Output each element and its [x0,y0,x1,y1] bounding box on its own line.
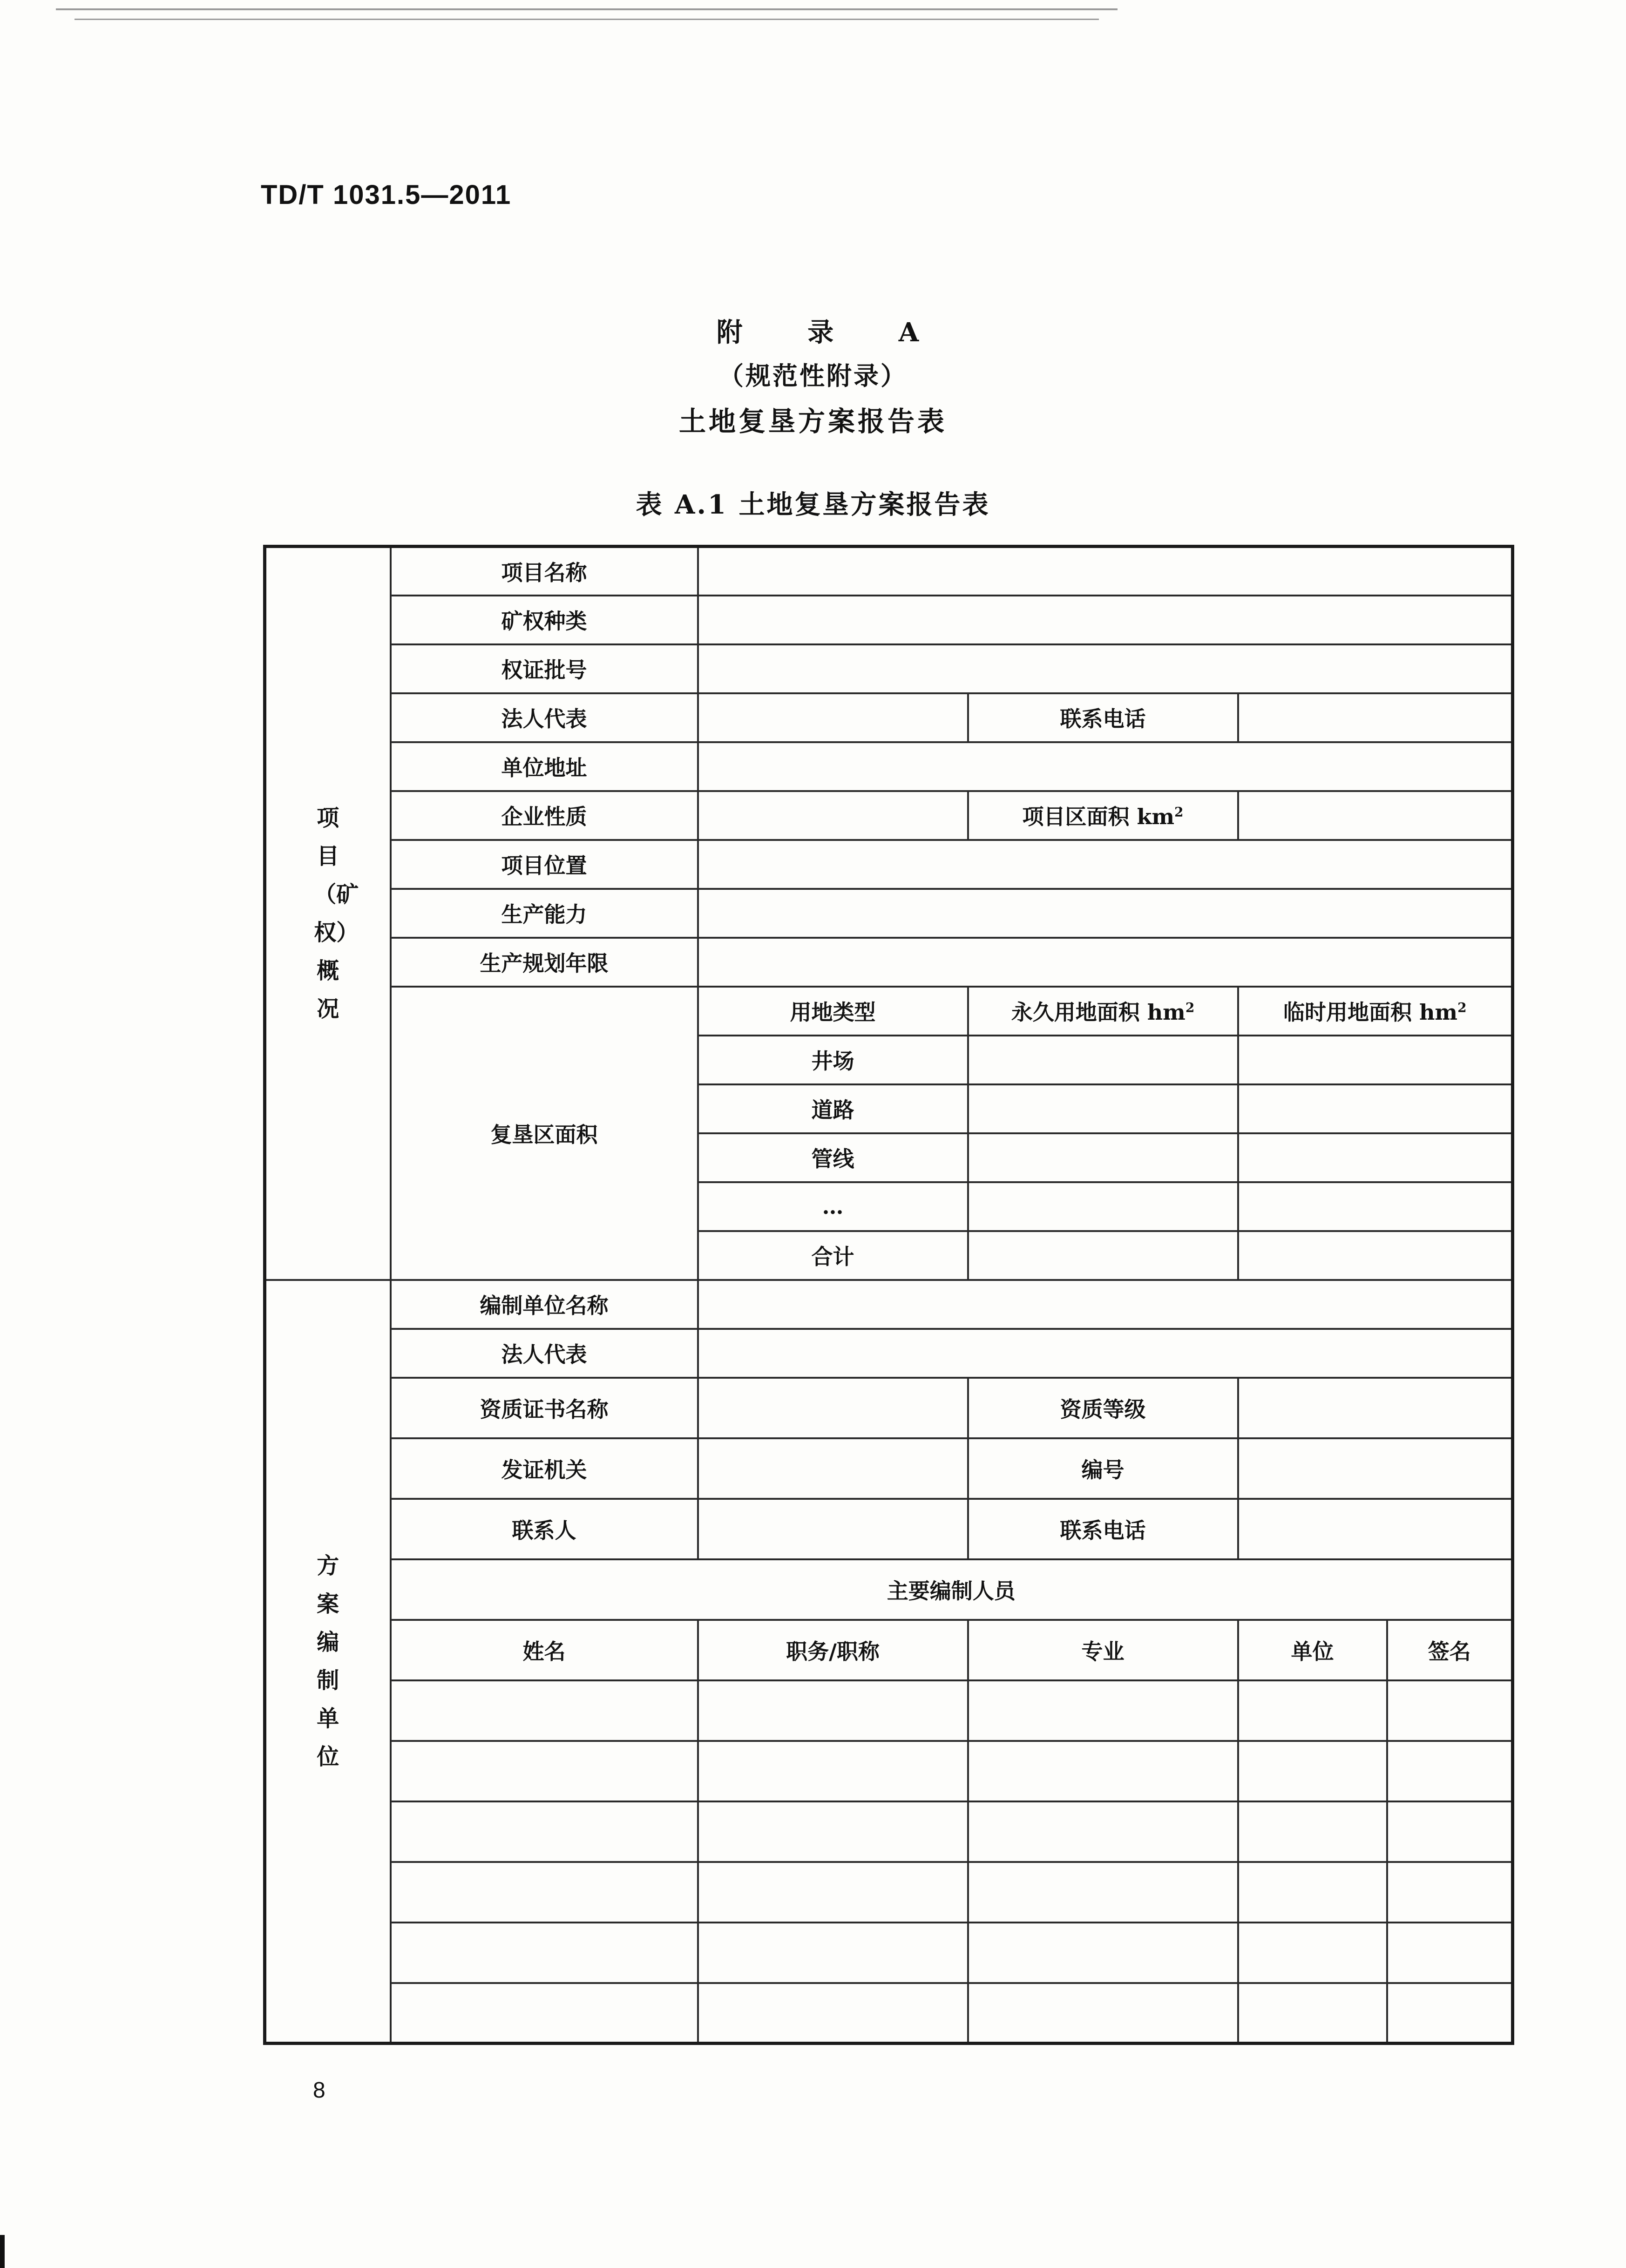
row-label: 企业性质 [391,791,698,840]
staff-name-field[interactable] [391,1801,698,1862]
table-row [265,840,1513,889]
table-row [265,1499,1513,1559]
row-label: 资质等级 [968,1378,1238,1438]
table-caption: 表 A.1 土地复垦方案报告表 [636,489,990,520]
staff-title-field[interactable] [698,1801,968,1862]
enterprise-nature-field[interactable] [698,791,968,840]
row-label: 联系电话 [968,693,1238,742]
staff-section-title: 主要编制人员 [391,1559,1513,1620]
land-type-label: 井场 [698,1036,968,1084]
section-label-text: 项目（矿权）概况 [314,805,359,1022]
issuer-field[interactable] [698,1438,968,1499]
document-code: TD/T 1031.5—2011 [261,180,512,210]
staff-unit-field[interactable] [1238,1862,1387,1923]
compiler-name-field[interactable] [698,1280,1513,1329]
unit-superscript: 2 [1185,1000,1195,1016]
legal-rep-field[interactable] [698,693,968,742]
staff-column-header: 职务/职称 [698,1620,968,1680]
row-label: 法人代表 [391,693,698,742]
table-row [265,938,1513,987]
table-row [265,547,1513,596]
section-label-text: 方案编制单位 [317,1552,339,1770]
staff-name-field[interactable] [391,1923,698,1983]
row-label: 项目位置 [391,840,698,889]
table-row [265,987,1513,1036]
table-row [265,742,1513,791]
unit-superscript: 2 [1174,804,1184,820]
project-location-field[interactable] [698,840,1513,889]
temporary-area-field[interactable] [1238,1182,1513,1231]
unit-address-field[interactable] [698,742,1513,791]
staff-column-header: 姓名 [391,1620,698,1680]
section-compiler-label [265,1280,391,2044]
table-row [265,1438,1513,1499]
compiler-legal-rep-field[interactable] [698,1329,1513,1378]
staff-title-field[interactable] [698,1680,968,1741]
staff-name-field[interactable] [391,1983,698,2044]
table-row [265,693,1513,742]
land-type-label: 道路 [698,1084,968,1133]
row-label: 权证批号 [391,644,698,693]
table-row [265,1280,1513,1329]
temporary-area-field[interactable] [1238,1084,1513,1133]
row-label: 矿权种类 [391,596,698,644]
permit-number-field[interactable] [698,644,1513,693]
production-years-field[interactable] [698,938,1513,987]
project-area-label: 项目区面积 km [1022,804,1175,829]
land-type-label: … [698,1182,968,1231]
table-row [265,1329,1513,1378]
staff-unit-field[interactable] [1238,1741,1387,1801]
permanent-area-field[interactable] [968,1084,1238,1133]
temporary-area-field[interactable] [1238,1036,1513,1084]
project-area-field[interactable] [1238,791,1513,840]
row-label: 法人代表 [391,1329,698,1378]
row-label [968,791,1238,840]
reclamation-report-table [263,545,1514,2045]
staff-signature-field[interactable] [1387,1741,1513,1801]
staff-title-field[interactable] [698,1741,968,1801]
staff-signature-field[interactable] [1387,1801,1513,1862]
row-label: 项目名称 [391,547,698,596]
staff-unit-field[interactable] [1238,1680,1387,1741]
staff-name-field[interactable] [391,1741,698,1801]
column-header-text: 临时用地面积 hm [1283,1000,1458,1025]
compiler-phone-field[interactable] [1238,1499,1513,1559]
scan-edge-line [75,19,1099,20]
scan-edge-line [56,8,1118,10]
row-label: 单位地址 [391,742,698,791]
staff-specialty-field[interactable] [968,1923,1238,1983]
staff-specialty-field[interactable] [968,1680,1238,1741]
staff-signature-field[interactable] [1387,1923,1513,1983]
contact-person-field[interactable] [698,1499,968,1559]
production-capacity-field[interactable] [698,889,1513,938]
unit-superscript: 2 [1457,1000,1467,1016]
permanent-area-field[interactable] [968,1036,1238,1084]
row-label: 复垦区面积 [391,987,698,1280]
cert-name-field[interactable] [698,1378,968,1438]
staff-unit-field[interactable] [1238,1801,1387,1862]
appendix-title: 附 录 A [716,317,947,348]
staff-row [265,1680,1513,1741]
staff-column-header: 签名 [1387,1620,1513,1680]
staff-title-field[interactable] [698,1862,968,1923]
table-row [265,1620,1513,1680]
table-row [265,644,1513,693]
mining-type-field[interactable] [698,596,1513,644]
staff-column-header: 专业 [968,1620,1238,1680]
staff-unit-field[interactable] [1238,1983,1387,2044]
row-label: 生产能力 [391,889,698,938]
page-number: 8 [313,2078,325,2103]
row-label: 资质证书名称 [391,1378,698,1438]
row-label: 联系人 [391,1499,698,1559]
staff-title-field[interactable] [698,1923,968,1983]
staff-title-field[interactable] [698,1983,968,2044]
table-row [265,596,1513,644]
scan-edge-mark [0,2235,5,2268]
land-type-label: 合计 [698,1231,968,1280]
staff-specialty-field[interactable] [968,1801,1238,1862]
number-field[interactable] [1238,1438,1513,1499]
row-label: 编号 [968,1438,1238,1499]
staff-signature-field[interactable] [1387,1862,1513,1923]
staff-specialty-field[interactable] [968,1862,1238,1923]
staff-name-field[interactable] [391,1680,698,1741]
appendix-subtitle: （规范性附录） [718,361,908,391]
staff-row [265,1923,1513,1983]
staff-signature-field[interactable] [1387,1983,1513,2044]
contact-phone-field[interactable] [1238,693,1513,742]
staff-row [265,1801,1513,1862]
section-project-overview-label [265,547,391,1280]
temporary-area-field[interactable] [1238,1133,1513,1182]
staff-row [265,1983,1513,2044]
column-header [1238,987,1513,1036]
row-label: 联系电话 [968,1499,1238,1559]
table-row [265,1559,1513,1620]
staff-name-field[interactable] [391,1862,698,1923]
permanent-area-field[interactable] [968,1231,1238,1280]
row-label: 生产规划年限 [391,938,698,987]
land-type-label: 管线 [698,1133,968,1182]
column-header: 用地类型 [698,987,968,1036]
permanent-area-field[interactable] [968,1133,1238,1182]
staff-specialty-field[interactable] [968,1983,1238,2044]
staff-specialty-field[interactable] [968,1741,1238,1801]
row-label: 发证机关 [391,1438,698,1499]
table-row [265,791,1513,840]
staff-row [265,1862,1513,1923]
temporary-area-field[interactable] [1238,1231,1513,1280]
cert-level-field[interactable] [1238,1378,1513,1438]
table-row [265,1378,1513,1438]
column-header [968,987,1238,1036]
staff-signature-field[interactable] [1387,1680,1513,1741]
permanent-area-field[interactable] [968,1182,1238,1231]
column-header-text: 永久用地面积 hm [1011,1000,1186,1025]
table-row [265,889,1513,938]
staff-column-header: 单位 [1238,1620,1387,1680]
row-label: 编制单位名称 [391,1280,698,1329]
project-name-field[interactable] [698,547,1513,596]
staff-row [265,1741,1513,1801]
form-title: 土地复垦方案报告表 [678,406,947,437]
staff-unit-field[interactable] [1238,1923,1387,1983]
